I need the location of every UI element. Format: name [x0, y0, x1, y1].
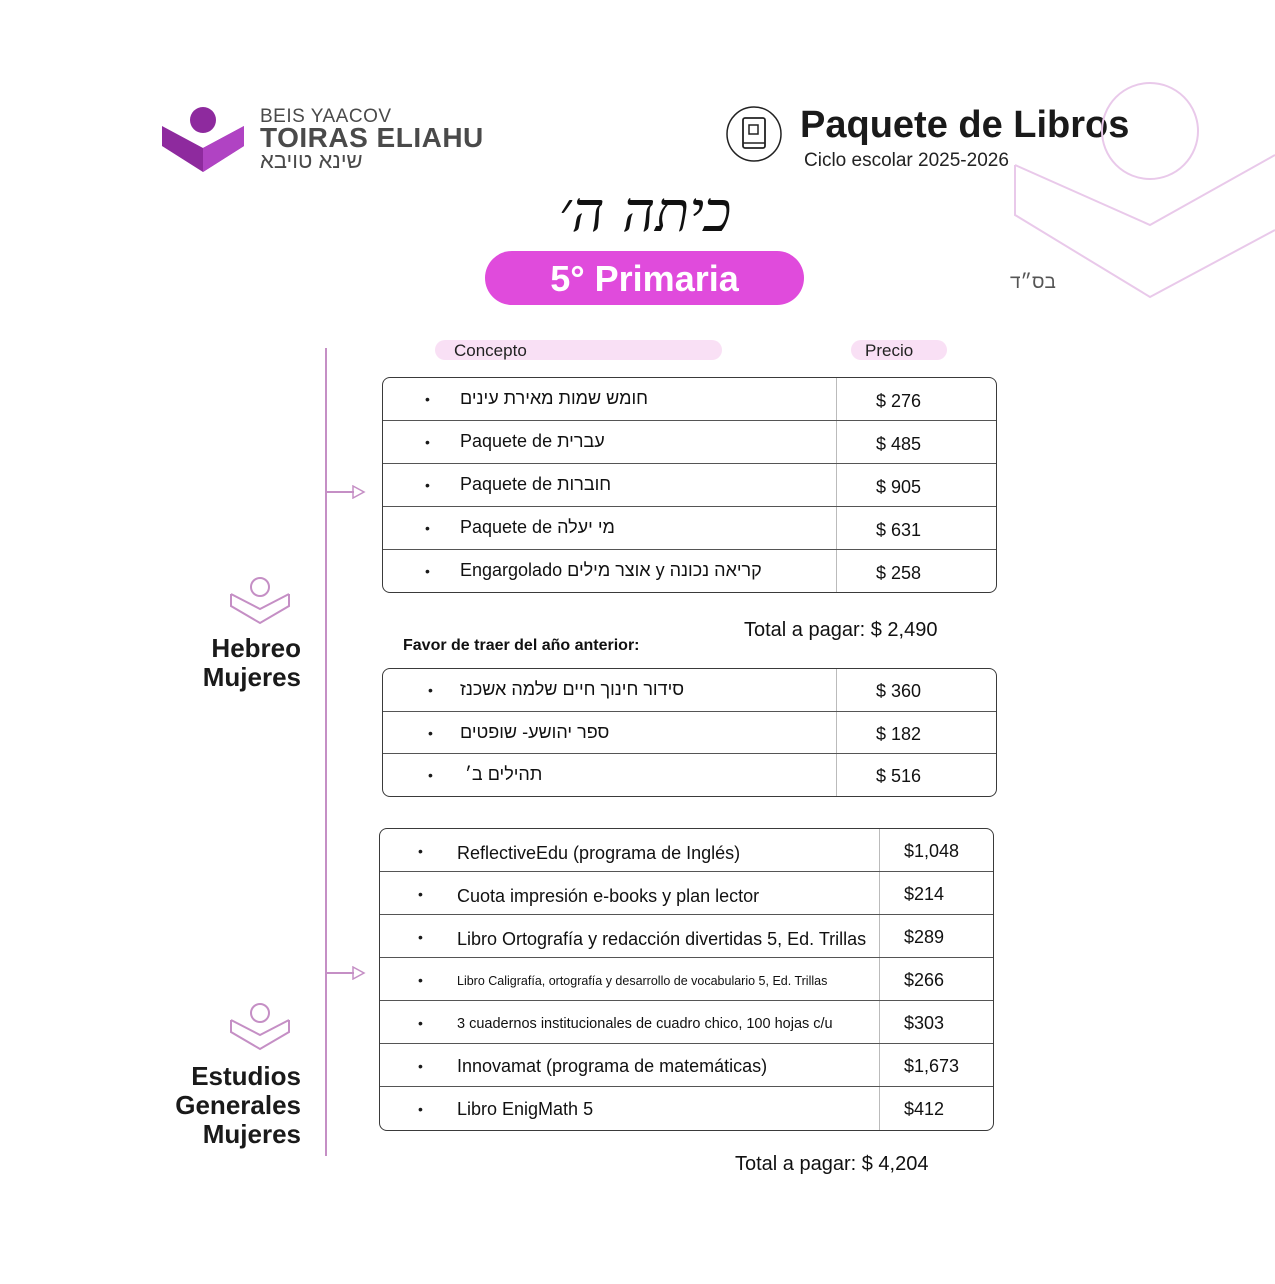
bullet: •: [418, 1058, 423, 1074]
item-concept: חומש שמות מאירת עינים: [460, 388, 649, 408]
section-generales-label-line3: Mujeres: [202, 1119, 301, 1149]
section-hebreo-label-line2: Mujeres: [202, 662, 301, 692]
table-row: [383, 378, 996, 421]
table-row: [383, 507, 996, 550]
bullet: •: [425, 391, 430, 407]
item-price: $ 182: [876, 724, 922, 744]
price-column-header: Precio: [865, 341, 914, 360]
table-row: [383, 712, 996, 754]
grade-hebrew: כיתה ה׳: [558, 180, 732, 245]
table-row: [383, 464, 996, 507]
item-price: $ 258: [876, 563, 922, 583]
item-concept: Cuota impresión e-books y plan lector: [457, 886, 760, 906]
bsd-mark: בס״ד: [1010, 272, 1056, 293]
table-row: [380, 1001, 993, 1044]
item-concept: Paquete de מי יעלה: [460, 517, 615, 537]
table-row: [380, 958, 993, 1001]
school-name-line1: BEIS YAACOV: [260, 106, 392, 127]
item-concept: ReflectiveEdu (programa de Inglés): [457, 843, 741, 863]
item-price: $1,048: [904, 841, 960, 861]
item-concept: Innovamat (programa de matemáticas): [457, 1056, 768, 1076]
item-price: $ 360: [876, 681, 922, 701]
book-icon: [726, 106, 782, 162]
bullet: •: [425, 434, 430, 450]
section-generales-label: [120, 1062, 301, 1149]
section-connector-line: [325, 348, 327, 1156]
section-hebreo-icon: [229, 576, 291, 626]
school-name-hebrew: שינא טויבא: [260, 148, 363, 173]
page-title: Paquete de Libros: [800, 104, 1130, 146]
item-concept: תהילים ב׳: [465, 764, 543, 784]
item-price: $ 516: [876, 766, 922, 786]
bullet: •: [425, 563, 430, 579]
school-year: Ciclo escolar 2025-2026: [804, 150, 1009, 171]
table-row: [383, 550, 996, 592]
item-price: $ 485: [876, 434, 922, 454]
item-price: $303: [904, 1013, 945, 1033]
table-row: [383, 421, 996, 464]
bullet: •: [425, 477, 430, 493]
decorative-shape-icon: [1010, 75, 1275, 305]
item-price: $266: [904, 970, 945, 990]
section-generales-label-line1: Estudios: [191, 1061, 301, 1091]
section-hebreo-label: [150, 634, 301, 692]
table-row: [380, 872, 993, 915]
item-price: $ 631: [876, 520, 922, 540]
bullet: •: [428, 682, 433, 698]
item-concept: Paquete de עברית: [460, 431, 605, 451]
generales-table: [379, 828, 994, 1131]
hebreo-total: Total a pagar: $ 2,490: [744, 619, 938, 641]
section-generales-label-line2: Generales: [175, 1090, 301, 1120]
item-price: $ 905: [876, 477, 922, 497]
generales-total: Total a pagar: $ 4,204: [735, 1153, 929, 1175]
previous-year-table: [382, 668, 997, 797]
item-price: $ 276: [876, 391, 922, 411]
item-concept: Engargolado אוצר מילים y קריאה נכונה: [460, 560, 762, 580]
item-concept: Paquete de חוברות: [460, 474, 612, 494]
table-row: [383, 754, 996, 796]
bullet: •: [428, 767, 433, 783]
bullet: •: [418, 972, 423, 988]
school-logo-icon: [160, 106, 250, 176]
table-row: [380, 1044, 993, 1087]
item-price: $1,673: [904, 1056, 960, 1076]
section-hebreo-label-line1: Hebreo: [211, 633, 301, 663]
bullet: •: [425, 520, 430, 536]
item-price: $214: [904, 884, 945, 904]
arrow-right-icon: [326, 966, 366, 980]
grade-badge: 5° Primaria: [485, 251, 804, 305]
item-concept: Libro Caligrafía, ortografía y desarrollo de vocabulario 5, Ed. Trillas: [457, 974, 828, 988]
item-concept: 3 cuadernos institucionales de cuadro chico, 100 hojas c/u: [457, 1016, 833, 1032]
section-generales-icon: [229, 1002, 291, 1052]
table-row: [380, 829, 993, 872]
table-row: [383, 669, 996, 712]
item-concept: Libro EnigMath 5: [457, 1099, 594, 1119]
bullet: •: [418, 1101, 423, 1117]
bullet: •: [428, 725, 433, 741]
table-row: [380, 915, 993, 958]
bullet: •: [418, 843, 423, 859]
item-concept: ספר יהושע- שופטים: [460, 722, 610, 742]
item-concept: Libro Ortografía y redacción divertidas 5, Ed. Trillas: [457, 929, 867, 949]
bullet: •: [418, 1015, 423, 1031]
bullet: •: [418, 886, 423, 902]
item-price: $289: [904, 927, 945, 947]
arrow-right-icon: [326, 485, 366, 499]
item-concept: סידור חינוך חיים שלמה אשכנז: [460, 679, 685, 699]
school-name-line2: TOIRAS ELIAHU: [260, 122, 484, 153]
table-row: [380, 1087, 993, 1130]
hebreo-table: [382, 377, 997, 593]
item-price: $412: [904, 1099, 945, 1119]
previous-year-note: Favor de traer del año anterior:: [403, 637, 640, 654]
bullet: •: [418, 929, 423, 945]
concept-column-header: Concepto: [454, 341, 527, 360]
